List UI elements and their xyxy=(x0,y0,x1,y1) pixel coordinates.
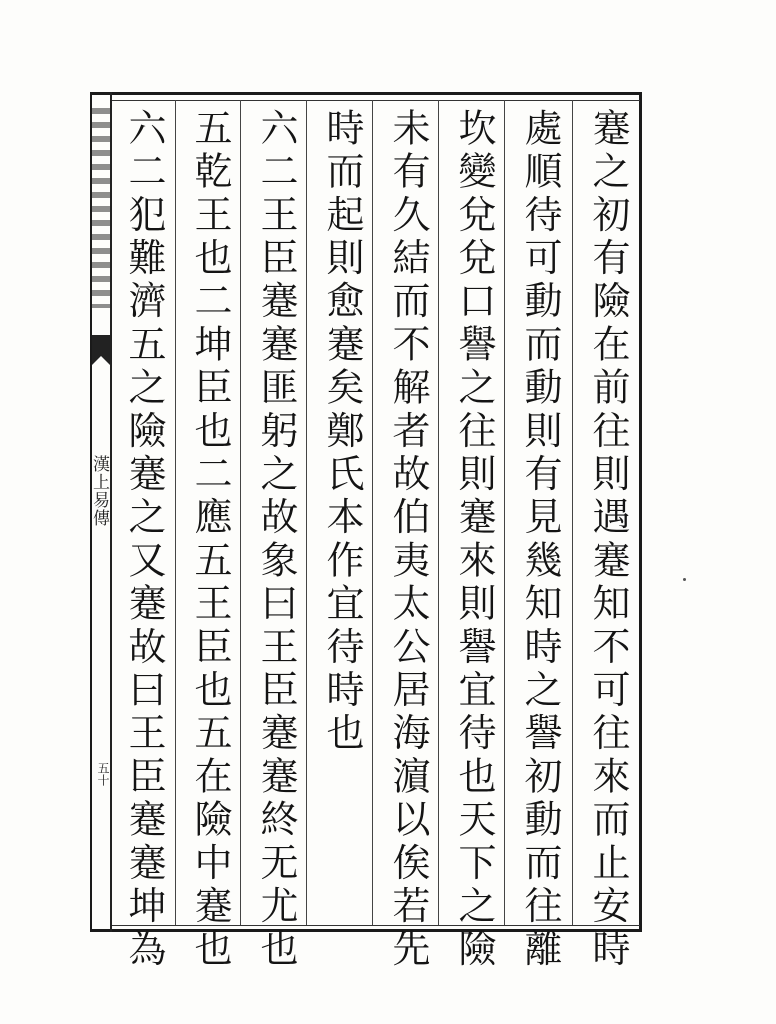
column-divider xyxy=(438,100,439,925)
text-column-4: 未有久結而不解者故伯夷太公居海濵以俟若先 xyxy=(386,108,430,972)
speck xyxy=(683,578,686,581)
text-column-8: 六二犯難濟五之險蹇之又蹇故曰王臣蹇蹇坤為 xyxy=(122,108,166,972)
book-title: 漢上易傳 xyxy=(89,455,109,527)
top-rule xyxy=(110,100,640,101)
page-number: 五十 xyxy=(96,762,110,786)
column-divider xyxy=(175,100,176,925)
column-divider xyxy=(572,100,573,925)
fold-head-marks xyxy=(92,108,110,308)
column-divider xyxy=(240,100,241,925)
column-divider xyxy=(306,100,307,925)
text-column-6: 六二王臣蹇蹇匪躬之故象曰王臣蹇蹇終无尤也 xyxy=(254,108,298,972)
text-column-3: 坎變兌兌口譽之往則蹇來則譽宜待也天下之險 xyxy=(452,108,496,972)
text-column-7: 五乾王也二坤臣也二應五王臣也五在險中蹇也 xyxy=(188,108,232,972)
column-divider xyxy=(504,100,505,925)
text-column-1: 蹇之初有險在前往則遇蹇知不可往來而止安時 xyxy=(586,108,630,972)
text-column-2: 處順待可動而動則有見幾知時之譽初動而往離 xyxy=(518,108,562,972)
column-divider xyxy=(372,100,373,925)
text-column-5: 時而起則愈蹇矣鄭氏本作宜待時也 xyxy=(320,108,364,756)
